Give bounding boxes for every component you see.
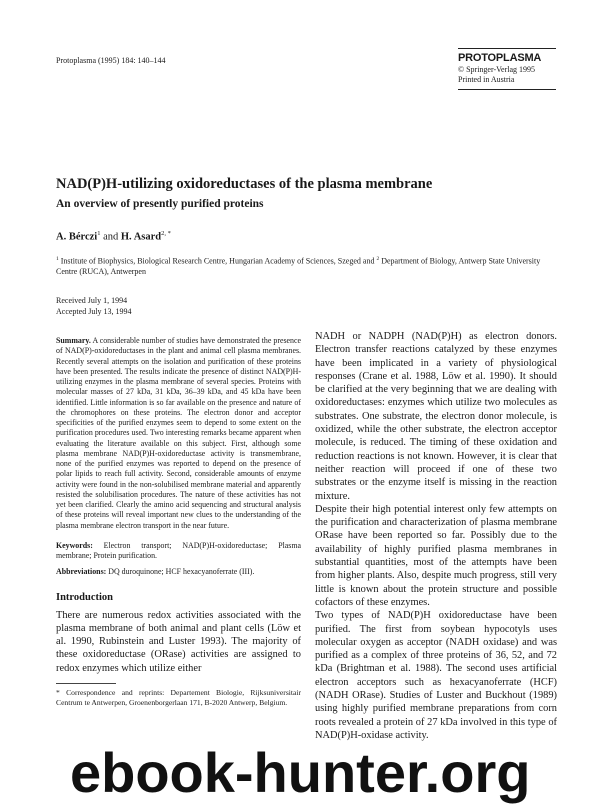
correspondence-footnote: * Correspondence and reprints: Departement Biologie, Rijksuniversitair Centrum te Antwerpen, Groenenborgerlaan 171, B-2020 Antwerp, Belgium. [56, 687, 301, 707]
received-dates [56, 296, 132, 317]
summary-label: Summary. [56, 336, 91, 345]
abbreviations-text: DQ duroquinone; HCF hexacyanoferrate (III). [106, 567, 255, 577]
abbreviations-label: Abbreviations: [56, 567, 107, 577]
accepted-date: Accepted July 13, 1994 [56, 306, 132, 316]
body-paragraph: Despite their high potential interest only few attempts on the purification and characterization of plasma membrane ORase have been reported so far. Possibly due to the availability of highly purified plasma membranes in substantial quantities, most of the attempts have been from higher plants. Also, despite much progress, still very little is known about the protein structure and possible cofactors of these enzymes. [315, 503, 557, 608]
abbreviations-paragraph [56, 567, 301, 577]
body-paragraph: NADH or NADPH (NAD(P)H) as electron donors. Electron transfer reactions catalyzed by these enzymes have been implicated in a variety of physiological responses (Crane et al. 1988, Löw et al. 1990). It should be clarified at the very beginning that we are dealing with oxidoreductases: enzymes which utilize two molecules as substrates. One substrate, the electron donor molecule, is oxidized, while the other substrate, the electron acceptor molecule, is reduced. The timing of these oxidation and reduction reactions is not known. However, it is clear that neither reaction will proceed if one of these two substrates or the enzyme itself is missing in the reaction mixture. [315, 331, 557, 502]
author-affiliation-mark: 2, * [161, 230, 171, 237]
paper-title: NAD(P)H-utilizing oxidoreductases of the plasma membrane [56, 176, 433, 192]
printed-line: Printed in Austria [458, 75, 515, 84]
affiliation-text: Department of Biology, Antwerp State University Centre (RUCA), Antwerpen [56, 256, 541, 277]
right-column [315, 330, 557, 742]
author-line [56, 230, 171, 243]
publisher-line: © Springer-Verlag 1995 [458, 65, 536, 74]
affiliation [56, 254, 556, 278]
author-name: A. Bérczi [56, 231, 98, 243]
body-paragraph: Two types of NAD(P)H oxidoreductase have been purified. The first from soybean hypocotyls uses molecular oxygen as acceptor (NADH oxidase) and was purified as a complex of three proteins of 36, 52, and 72 kDa (Brightman et al. 1988). The second uses artificial electron acceptors such as hexacyanoferrate (HCF) (NADH ORase). Studies of Luster and Buckhout (1989) using highly purified membrane preparations from corn roots revealed a protein of 27 kDa involved in this type of NAD(P)H-oxidase activity. [315, 610, 557, 741]
journal-name: PROTOPLASMA [458, 52, 542, 64]
affiliation-mark: 1 [56, 256, 59, 262]
bottom-rule [458, 89, 556, 90]
affiliation-mark: 2 [376, 256, 380, 262]
keywords-paragraph [56, 541, 301, 562]
author-affiliation-mark: 1 [97, 230, 101, 237]
footnote-divider [56, 683, 116, 684]
paper-subtitle: An overview of presently purified proteins [56, 198, 264, 210]
left-column [56, 336, 301, 708]
top-rule [458, 48, 556, 49]
summary-text: A considerable number of studies have demonstrated the presence of NAD(P)-oxidoreductases in the plant and animal cell plasma membranes. Recently several attempts on the isolation and purification of these proteins have been presented. The results indicate the presence of distinct NAD(P)H-utilizing enzymes in the plasma membrane of several species. Proteins with molecular masses of 27 kDa, 31 kDa, 36–39 kDa, and 45 kDa have been identified. Little information is so far available on the presence and nature of the chromophores on these proteins. The electron donor and acceptor specificities of the purified enzymes seem to depend to some extent on the purification procedures used. Two interesting remarks became apparent when evaluating the literature available on this subject. First, although some plasma membrane NAD(P)H-oxidoreductase activity is transmembrane, none of the purified enzymes was reported to depend on the presence of polar lipids to reach full activity. Second, considerable amounts of enzyme activity were found in the non-solubilised membrane material and apparently resisted the solubilisation procedures. The nature of these activities has not yet been clarified. Clearly the amino acid sequencing and structural analysis of these proteins will reveal important new clues to the understanding of the plasma membrane electron transport in the near future. [56, 336, 301, 530]
author-name: H. Asard [120, 231, 162, 243]
keywords-label: Keywords: [56, 540, 93, 550]
received-date: Received July 1, 1994 [56, 296, 128, 305]
journal-citation: Protoplasma (1995) 184: 140–144 [56, 56, 166, 65]
affiliation-text: Institute of Biophysics, Biological Research Centre, Hungarian Academy of Sciences, Szeged and [58, 256, 377, 266]
section-heading-introduction: Introduction [56, 591, 113, 603]
intro-paragraph: There are numerous redox activities associated with the plasma membrane of both animal and plant cells (Löw et al. 1990, Rubinstein and Luster 1993). The majority of these oxidoreductase (ORase) activities are assigned to redox enzymes which utilize either [56, 609, 301, 674]
keywords-text: Electron transport; NAD(P)H-oxidoreductase; Plasma membrane; Protein purification. [56, 540, 301, 560]
summary-paragraph [56, 336, 301, 531]
watermark: ebook-hunter.org [70, 741, 531, 804]
journal-info-block [458, 48, 556, 90]
author-separator: and [100, 231, 121, 243]
